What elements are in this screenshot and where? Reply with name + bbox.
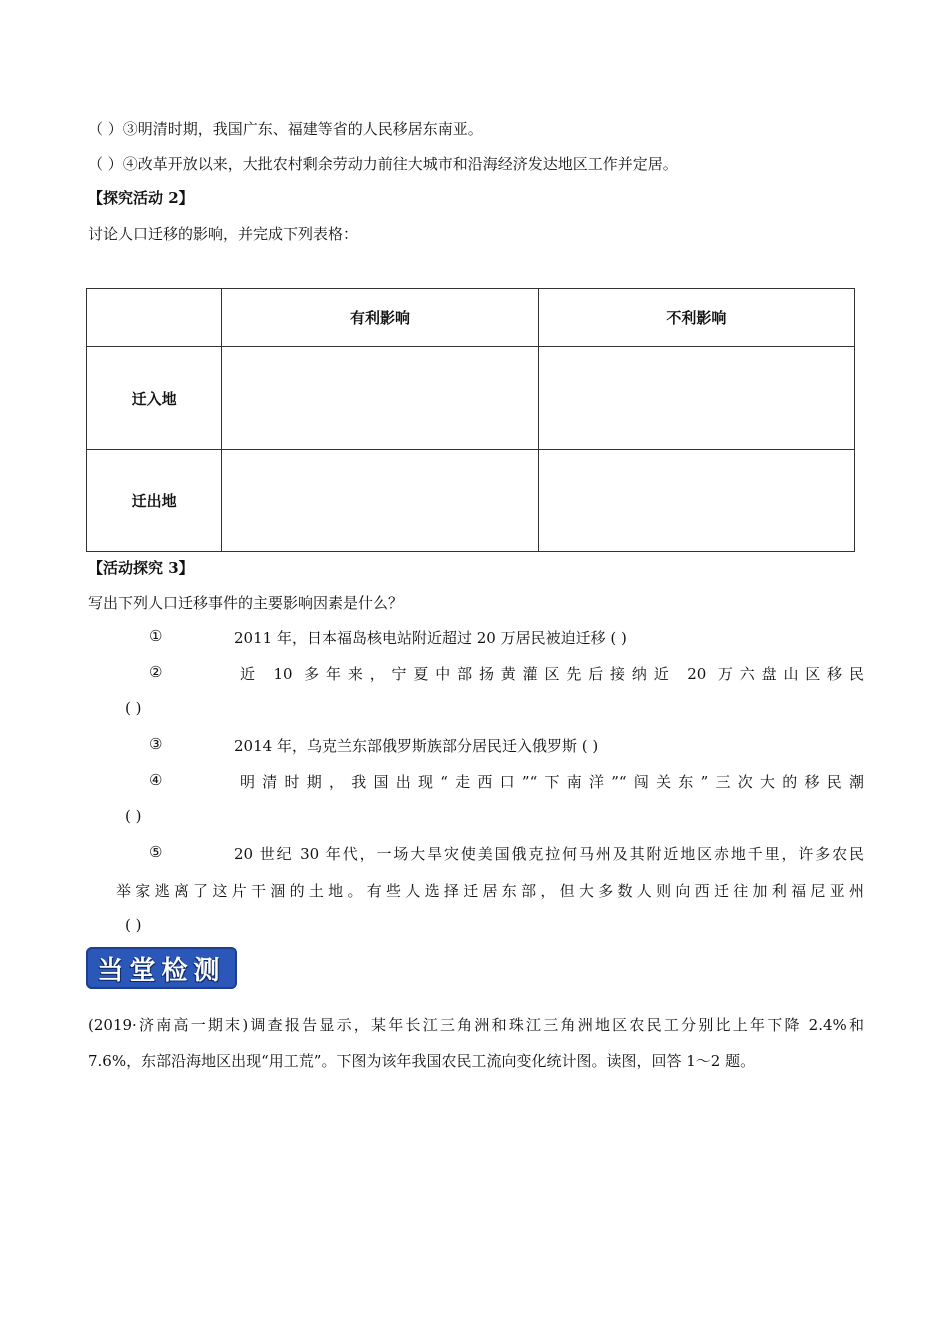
test-intro-line: 7.6%，东部沿海地区出现“用工荒”。下图为该年我国农民工流向变化统计图。读图，回答 1～2 题。 <box>88 1052 756 1070</box>
answer-paren: ( ) <box>125 916 142 934</box>
answer-cell[interactable] <box>222 450 538 552</box>
event-number: ② <box>149 663 163 681</box>
answer-paren: （ ） <box>88 155 123 173</box>
event-text: 20 世纪 30 年代，一场大旱灾使美国俄克拉何马州及其附近地区赤地千里，许多农民 <box>234 845 864 863</box>
item-3 <box>88 118 483 139</box>
col-header-positive: 有利影响 <box>222 289 538 347</box>
impact-table <box>86 288 855 552</box>
row-label-destination: 迁入地 <box>87 347 222 450</box>
section-badge <box>86 947 237 989</box>
item-text: ③明清时期，我国广东、福建等省的人民移居东南亚。 <box>122 120 483 138</box>
event-number: ① <box>149 627 163 645</box>
event-text: 2011 年，日本福岛核电站附近超过 20 万居民被迫迁移 ( ) <box>234 629 627 647</box>
event-text: 2014 年，乌克兰东部俄罗斯族部分居民迁入俄罗斯 ( ) <box>234 737 599 755</box>
answer-paren: ( ) <box>125 807 142 825</box>
event-text: 近 10 多年来，宁夏中部扬黄灌区先后接纳近 20 万六盘山区移民 <box>240 665 864 683</box>
section-badge-label: 当堂检测 <box>97 955 226 986</box>
answer-cell[interactable] <box>222 347 538 450</box>
event-text: 明清时期，我国出现“走西口”“下南洋”“闯关东”三次大的移民潮 <box>240 773 864 791</box>
table-corner-cell <box>87 289 222 347</box>
item-text: ④改革开放以来，大批农村剩余劳动力前往大城市和沿海经济发达地区工作并定居。 <box>122 155 678 173</box>
activity2-heading: 【探究活动 2】 <box>88 189 194 207</box>
col-header-negative: 不利影响 <box>538 289 854 347</box>
activity3-heading: 【活动探究 3】 <box>88 559 194 577</box>
activity2-prompt: 讨论人口迁移的影响，并完成下列表格： <box>88 225 359 243</box>
test-intro-line: (2019·济南高一期末)调查报告显示，某年长江三角洲和珠江三角洲地区农民工分别比上年下降 2.4%和 <box>88 1016 864 1034</box>
answer-cell[interactable] <box>538 450 854 552</box>
answer-cell[interactable] <box>538 347 854 450</box>
event-number: ③ <box>149 735 163 753</box>
item-4 <box>88 153 678 174</box>
activity3-prompt: 写出下列人口迁移事件的主要影响因素是什么？ <box>88 594 404 612</box>
event-number: ⑤ <box>149 843 163 861</box>
answer-paren: （ ） <box>88 120 123 138</box>
event-text: 举家逃离了这片干涸的土地。有些人选择迁居东部，但大多数人则向西迁往加利福尼亚州 <box>116 882 864 900</box>
event-number: ④ <box>149 771 163 789</box>
row-label-origin: 迁出地 <box>87 450 222 552</box>
answer-paren: ( ) <box>125 699 142 717</box>
